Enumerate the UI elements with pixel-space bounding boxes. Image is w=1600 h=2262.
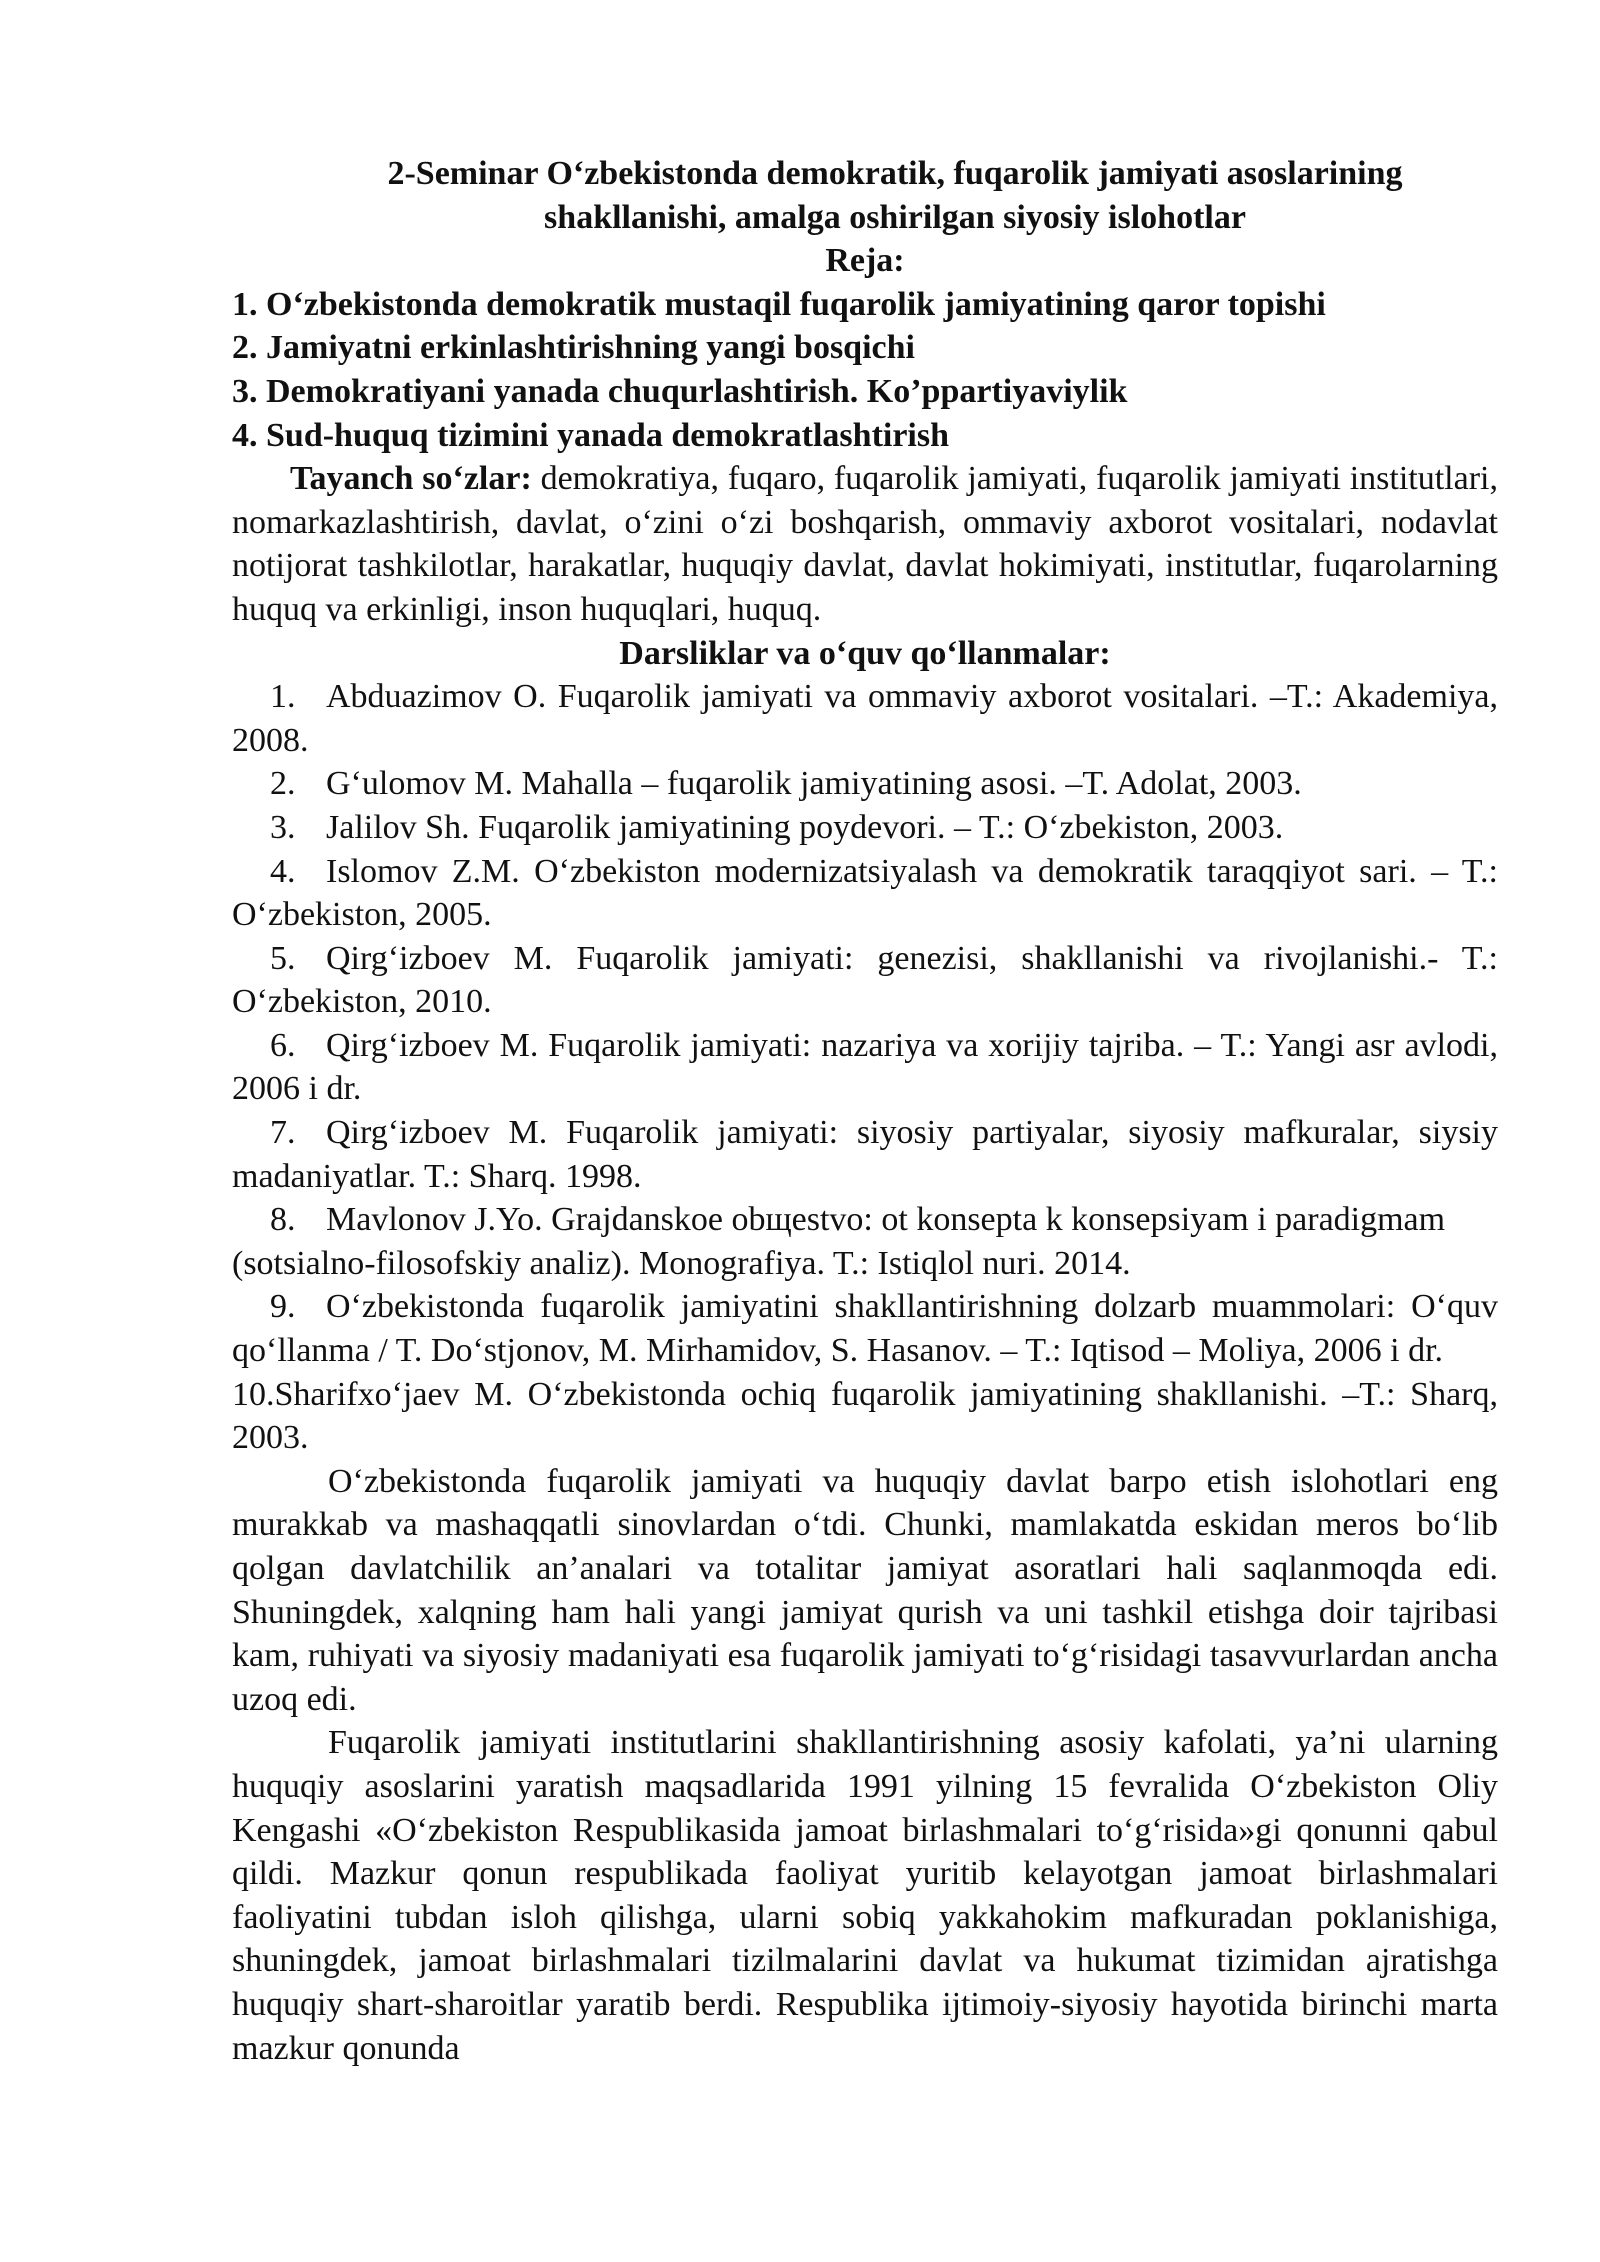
- plan-item-3: 3. Demokratiyani yanada chuqurlashtirish. Ko’ppartiyaviylik: [232, 372, 1128, 410]
- plan-item-2: 2. Jamiyatni erkinlashtirishning yangi bosqichi: [232, 329, 915, 367]
- keywords-label: Tayanch so‘zlar:: [290, 460, 532, 498]
- reference-item: [232, 1111, 1498, 1198]
- reference-item: [232, 1198, 1498, 1285]
- title-line-2: shakllanishi, amalga oshirilgan siyosiy islohotlar: [544, 198, 1246, 236]
- reference-text: O‘zbekistonda fuqarolik jamiyatini shakllantirishning dolzarb muammolari: O‘quv qo‘llanma / T. Do‘stjonov, M. Mirhamidov, S. Hasanov. – T.: Iqtisod – Moliya, 2006 i dr.: [232, 1288, 1498, 1370]
- reference-text: Jalilov Sh. Fuqarolik jamiyatining poydevori. – T.: O‘zbekiston, 2003.: [326, 808, 1284, 846]
- reference-text: Qirg‘izboev M. Fuqarolik jamiyati: siyosiy partiyalar, siyosiy mafkuralar, siysiy madaniyatlar. T.: Sharq. 1998.: [232, 1114, 1498, 1195]
- reference-text: Qirg‘izboev M. Fuqarolik jamiyati: genezisi, shakllanishi va rivojlanishi.- T.: O‘zbekiston, 2010.: [232, 939, 1498, 1021]
- reference-text: Abduazimov O. Fuqarolik jamiyati va ommaviy axborot vositalari. –T.: Akademiya, 2008.: [232, 678, 1498, 759]
- reference-text: Qirg‘izboev M. Fuqarolik jamiyati: nazariya va xorijiy tajriba. – T.: Yangi asr avlodi, 2006 i dr.: [232, 1026, 1498, 1108]
- body-paragraph-1: O‘zbekistonda fuqarolik jamiyati va huquqiy davlat barpo etish islohotlari eng murakkab va mashaqqatli sinovlardan o‘tdi. Chunki, mamlakatda eskidan meros bo‘lib qolgan davlatchilik an’analari va totalitar jamiyat asoratlari hali saqlanmoqda edi. Shuningdek, xalqning ham hali yangi jamiyat qurish va uni tashkil etishga doir tajribasi kam, ruhiyati va siyosiy madaniyati esa fuqarolik jamiyati to‘g‘risidagi tasavvurlardan ancha uzoq edi.: [232, 1462, 1498, 1718]
- body-paragraph-2: Fuqarolik jamiyati institutlarini shakllantirishning asosiy kafolati, ya’ni ularning huquqiy asoslarini yaratish maqsadlarida 1991 yilning 15 fevralida O‘zbekiston Oliy Kengashi «O‘zbekiston Respublikasida jamoat birlashmalari to‘g‘risida»gi qonunni qabul qildi. Mazkur qonun respublikada faoliyat yuritib kelayotgan jamoat birlashmalari faoliyatini tubdan isloh qilishga, ularni sobiq yakkahokim mafkuradan poklanishiga, shuningdek, jamoat birlashmalari tizilmalarini davlat va hukumat tizimidan ajratishga huquqiy shart-sharoitlar yaratib berdi. Respublika ijtimoiy-siyosiy hayotida birinchi marta mazkur qonunda: [232, 1724, 1498, 2067]
- plan-item-1: 1. O‘zbekistonda demokratik mustaqil fuqarolik jamiyatining qaror topishi: [232, 285, 1326, 323]
- keywords-paragraph: [232, 457, 1498, 631]
- reference-item: [232, 1024, 1498, 1111]
- reference-number: 1.: [270, 678, 296, 716]
- reference-item: [232, 762, 1498, 806]
- reference-number: 3.: [270, 808, 296, 846]
- reference-number: 4.: [270, 852, 296, 890]
- reference-number: 5.: [270, 939, 296, 977]
- reference-number: 6.: [270, 1026, 296, 1064]
- reference-number: 7.: [270, 1114, 296, 1152]
- plan-item-4: 4. Sud-huquq tizimini yanada demokratlashtirish: [232, 416, 950, 454]
- reference-number: 8.: [270, 1201, 296, 1239]
- reference-item: [232, 850, 1498, 937]
- reference-item: [232, 1285, 1498, 1372]
- reference-text: G‘ulomov M. Mahalla – fuqarolik jamiyatining asosi. –T. Adolat, 2003.: [326, 765, 1302, 803]
- reference-text: Islomov Z.M. O‘zbekiston modernizatsiyalash va demokratik taraqqiyot sari. – T.: O‘zbekiston, 2005.: [232, 852, 1498, 934]
- plan-heading: Reja:: [825, 242, 905, 280]
- reference-item: [232, 675, 1498, 762]
- reference-number: 2.: [270, 765, 296, 803]
- reference-text: Mavlonov J.Yo. Grajdanskoe obщestvo: ot konsepta k konsepsiyam i paradigmam (sotsialno-filosofskiy analiz). Monografiya. T.: Istiqlol nuri. 2014.: [232, 1201, 1446, 1282]
- reference-item: [232, 806, 1498, 850]
- reference-item-10: 10.Sharifxo‘jaev M. O‘zbekistonda ochiq fuqarolik jamiyatining shakllanishi. –T.: Sharq, 2003.: [232, 1375, 1498, 1457]
- keywords-text: demokratiya, fuqaro, fuqarolik jamiyati, fuqarolik jamiyati institutlari, nomarkazlashtirish, davlat, o‘zini o‘zi boshqarish, ommaviy axborot vositalari, nodavlat notijorat tashkilotlar, harakatlar, huquqiy davlat, davlat hokimiyati, institutlar, fuqarolarning huquq va erkinligi, inson huquqlari, huquq.: [232, 460, 1498, 628]
- title-line-1: 2-Seminar O‘zbekistonda demokratik, fuqarolik jamiyati asoslarining: [387, 155, 1403, 192]
- references-heading: Darsliklar va o‘quv qo‘llanmalar:: [619, 634, 1111, 672]
- reference-item: [232, 937, 1498, 1024]
- reference-number: 9.: [270, 1288, 296, 1326]
- document-page: [232, 152, 1498, 2070]
- document-title: [232, 152, 1498, 239]
